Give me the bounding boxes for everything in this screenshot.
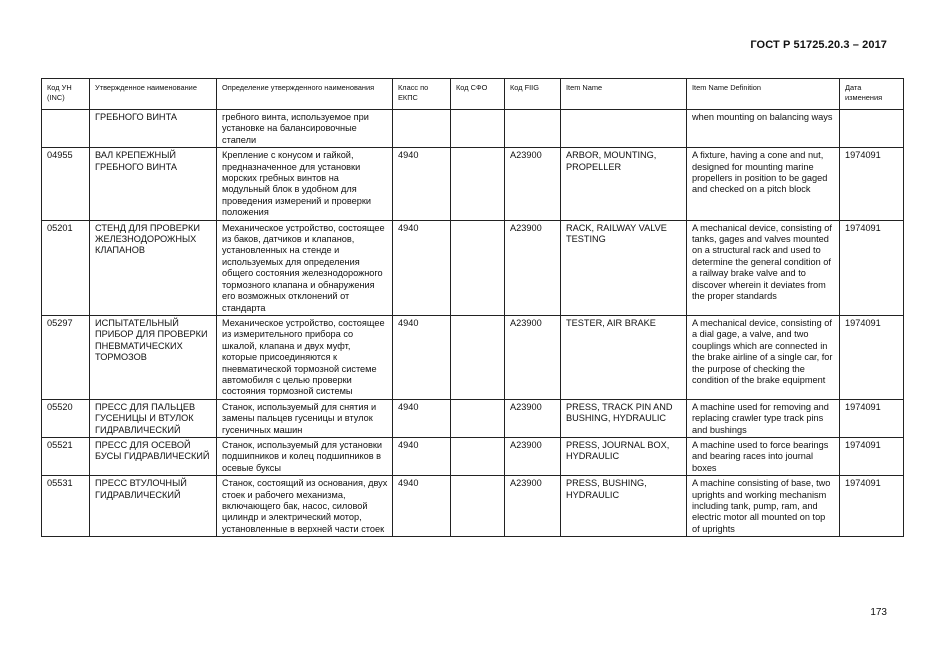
cell-fiig: A23900 [505,315,561,399]
cell-date [840,110,904,148]
cell-fiig: A23900 [505,220,561,315]
cell-fiig: A23900 [505,399,561,437]
cell-sfo [451,437,505,475]
col-header-fiig: Код FIIG [505,79,561,110]
col-header-sfo: Код СФО [451,79,505,110]
cell-item-definition: A fixture, having a cone and nut, designed for mounting marine propellers in position to be gaged and checked on a pitch block [687,148,840,220]
cell-definition: Станок, состоящий из основания, двух стоек и рабочего механизма, включающего бак, насос, силовой цилиндр и электрический мотор, установленные в верхней части стоек [217,476,393,537]
table-row [42,148,904,220]
col-header-class: Класс по ЕКПС [393,79,451,110]
cell-sfo [451,220,505,315]
cell-item-definition: A machine used for removing and replacing crawler type track pins and bushings [687,399,840,437]
document-standard-number: ГОСТ Р 51725.20.3 – 2017 [750,39,887,51]
cell-date: 1974091 [840,437,904,475]
cell-date: 1974091 [840,315,904,399]
cell-fiig [505,110,561,148]
cell-inc [42,110,90,148]
cell-item-name [561,110,687,148]
cell-class [393,110,451,148]
cell-approved-name: ПРЕСС ДЛЯ ОСЕВОЙ БУСЫ ГИДРАВЛИЧЕСКИЙ [90,437,217,475]
cell-inc: 05297 [42,315,90,399]
cell-definition: Механическое устройство, состоящее из измерительного прибора со шкалой, клапана и двух муфт, которые присоединяются к пневматической тормозной системе автомобиля с целью проверки состояния тормозной системы [217,315,393,399]
cell-sfo [451,476,505,537]
cell-fiig: A23900 [505,437,561,475]
cell-class: 4940 [393,148,451,220]
cell-inc: 05531 [42,476,90,537]
cell-class: 4940 [393,315,451,399]
table-row [42,399,904,437]
cell-sfo [451,110,505,148]
cell-inc: 05201 [42,220,90,315]
col-header-definition: Определение утвержденного наименования [217,79,393,110]
cell-definition: Станок, используемый для установки подшипников и колец подшипников в осевые буксы [217,437,393,475]
cell-item-definition: A machine used to force bearings and bearing races into journal boxes [687,437,840,475]
cell-approved-name: ПРЕСС ВТУЛОЧНЫЙ ГИДРАВЛИЧЕСКИЙ [90,476,217,537]
cell-date: 1974091 [840,476,904,537]
cell-class: 4940 [393,476,451,537]
table-body [42,110,904,537]
classification-table [41,78,904,537]
table-header [42,79,904,110]
table-row [42,476,904,537]
table-row-continuation [42,110,904,148]
cell-date: 1974091 [840,148,904,220]
cell-item-name: PRESS, TRACK PIN AND BUSHING, HYDRAULIC [561,399,687,437]
cell-approved-name: ИСПЫТАТЕЛЬНЫЙ ПРИБОР ДЛЯ ПРОВЕРКИ ПНЕВМАТИЧЕСКИХ ТОРМОЗОВ [90,315,217,399]
cell-date: 1974091 [840,399,904,437]
cell-item-definition: A mechanical device, consisting of tanks, gages and valves mounted on a structural rack and used to determine the general condition of a railway brake valve and to discover wherein it deviates from the proper standards [687,220,840,315]
cell-item-name: TESTER, AIR BRAKE [561,315,687,399]
cell-item-name: RACK, RAILWAY VALVE TESTING [561,220,687,315]
cell-item-name: PRESS, BUSHING, HYDRAULIC [561,476,687,537]
cell-sfo [451,315,505,399]
cell-item-name: ARBOR, MOUNTING, PROPELLER [561,148,687,220]
cell-sfo [451,399,505,437]
cell-approved-name: ПРЕСС ДЛЯ ПАЛЬЦЕВ ГУСЕНИЦЫ И ВТУЛОК ГИДРАВЛИЧЕСКИЙ [90,399,217,437]
col-header-item-name: Item Name [561,79,687,110]
cell-date: 1974091 [840,220,904,315]
cell-fiig: A23900 [505,476,561,537]
cell-approved-name: СТЕНД ДЛЯ ПРОВЕРКИ ЖЕЛЕЗНОДОРОЖНЫХ КЛАПАНОВ [90,220,217,315]
cell-inc: 05521 [42,437,90,475]
table-row [42,315,904,399]
cell-class: 4940 [393,437,451,475]
cell-item-definition: when mounting on balancing ways [687,110,840,148]
cell-approved-name: ВАЛ КРЕПЕЖНЫЙ ГРЕБНОГО ВИНТА [90,148,217,220]
cell-class: 4940 [393,399,451,437]
header-row [42,79,904,110]
col-header-date: Дата изменения [840,79,904,110]
cell-item-definition: A machine consisting of base, two uprights and working mechanism including tank, pump, ram, and electric motor all mounted on top of uprights [687,476,840,537]
cell-approved-name: ГРЕБНОГО ВИНТА [90,110,217,148]
cell-definition: гребного винта, используемое при установке на балансировочные стапели [217,110,393,148]
cell-definition: Станок, используемый для снятия и замены пальцев гусеницы и втулок гусеничных машин [217,399,393,437]
cell-inc: 04955 [42,148,90,220]
cell-item-name: PRESS, JOURNAL BOX, HYDRAULIC [561,437,687,475]
cell-definition: Крепление с конусом и гайкой, предназначенное для установки морских гребных винтов на модульный блок в удобном для проведения измерений и проверки положения [217,148,393,220]
cell-sfo [451,148,505,220]
page-number: 173 [870,607,887,618]
cell-definition: Механическое устройство, состоящее из баков, датчиков и клапанов, установленных на стенде и используемых для определения общего состояния железнодорожного тормозного клапана и обнаружения его возможных отклонений от стандарта [217,220,393,315]
col-header-approved-name: Утвержденное наименование [90,79,217,110]
col-header-inc: Код УН (INC) [42,79,90,110]
table-row [42,220,904,315]
cell-fiig: A23900 [505,148,561,220]
cell-class: 4940 [393,220,451,315]
cell-inc: 05520 [42,399,90,437]
col-header-item-definition: Item Name Definition [687,79,840,110]
table-row [42,437,904,475]
cell-item-definition: A mechanical device, consisting of a dial gage, a valve, and two couplings which are connected in the brake airline of a single car, for the purpose of checking the condition of the brake equipment [687,315,840,399]
